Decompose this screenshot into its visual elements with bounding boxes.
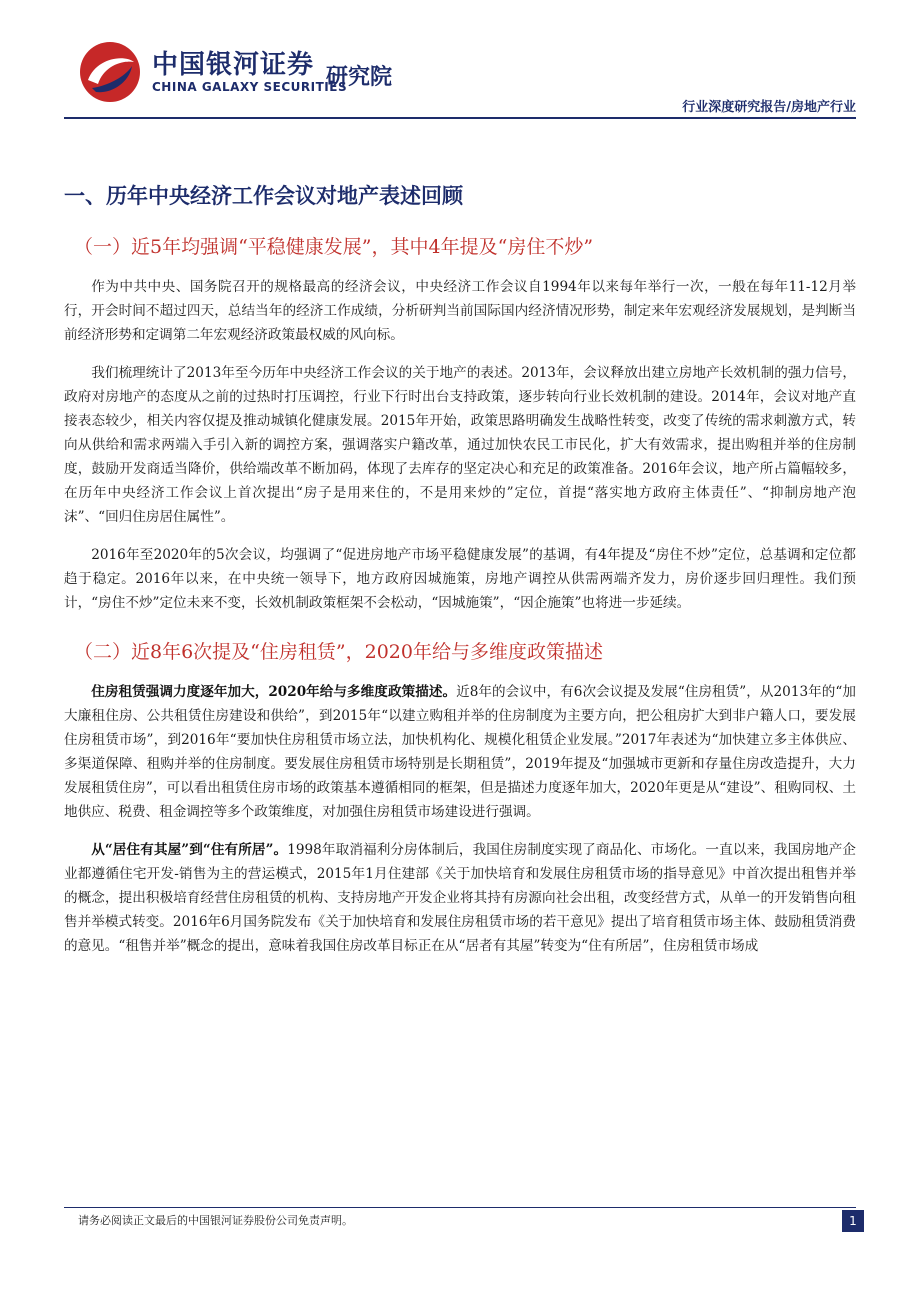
paragraph: 作为中共中央、国务院召开的规格最高的经济会议，中央经济工作会议自1994年以来每年举行一次，一般在每年11-12月举行，开会时间不超过四天，总结当年的经济工作成绩，分析研判当前国际国内经济情况形势，制定来年宏观经济发展规划，是判断当前经济形势和定调第二年宏观经济政策最权威的风向标。 [64,279,856,343]
paragraph [64,838,856,958]
footer-divider [64,1207,856,1208]
header-divider [64,117,856,119]
galaxy-logo-icon [78,40,142,104]
subsection-title-1: （一）近5年均强调“平稳健康发展”，其中4年提及“房住不炒” [74,236,594,258]
subsection-title-2: （二）近8年6次提及“住房租赁”，2020年给与多维度政策描述 [74,641,603,663]
report-header [0,0,920,120]
page-number: 1 [842,1210,864,1232]
paragraph-lead: 住房租赁强调力度逐年加大，2020年给与多维度政策描述。 [91,684,457,700]
paragraph: 2016年至2020年的5次会议，均强调了“促进房地产市场平稳健康发展”的基调，有4年提及“房住不炒”定位，总基调和定位都趋于稳定。2016年以来，在中央统一领导下，地方政府因城施策，房地产调控从供需两端齐发力，房价逐步回归理性。我们预计，“房住不炒”定位未来不变，长效机制政策框架不会松动，“因城施策”，“因企施策”也将进一步延续。 [64,547,856,611]
report-body [64,180,856,972]
institute-label: 研究院 [326,65,393,90]
paragraph [64,680,856,824]
paragraph: 我们梳理统计了2013年至今历年中央经济工作会议的关于地产的表述。2013年，会议释放出建立房地产长效机制的强力信号，政府对房地产的态度从之前的过热时打压调控，行业下行时出台支持政策，逐步转向行业长效机制的建设。2014年，会议对地产直接表态较少，相关内容仅提及推动城镇化健康发展。2015年开始，政策思路明确发生战略性转变，改变了传统的需求刺激方式，转向从供给和需求两端入手引入新的调控方案，强调落实户籍改革，通过加快农民工市民化，扩大有效需求，提出购租并举的住房制度，鼓励开发商适当降价，供给端改革不断加码，体现了去库存的坚定决心和充足的政策准备。2016年会议，地产所占篇幅较多，在历年中央经济工作会议上首次提出“房子是用来住的，不是用来炒的”定位，首提“落实地方政府主体责任”、“抑制房地产泡沫”、“回归住房居住属性”。 [64,365,856,525]
paragraph-text: 近8年的会议中，有6次会议提及发展“住房租赁”，从2013年的“加大廉租住房、公共租赁住房建设和供给”，到2015年“以建立购租并举的住房制度为主要方向，把公租房扩大到非户籍人口，要发展住房租赁市场”，到2016年“要加快住房租赁市场立法，加快机构化、规模化租赁企业发展。”2017年表述为“加快建立多主体供应、多渠道保障、租购并举的住房制度。要发展住房租赁市场特别是长期租赁”，2019年提及“加强城市更新和存量住房改造提升，大力发展租赁住房”，可以看出租赁住房市场的政策基本遵循相同的框架，但是描述力度逐年加大，2020年更是从“建设”、租购同权、土地供应、税费、租金调控等多个政策维度，对加强住房租赁市场建设进行强调。 [64,684,856,820]
brand-name-cn: 中国银河证券 [152,50,315,80]
brand-name-en: CHINA GALAXY SECURITIES [152,80,348,94]
paragraph-lead: 从“居住有其屋”到“住有所居”。 [91,842,288,858]
section-title: 一、历年中央经济工作会议对地产表述回顾 [64,184,463,208]
paragraph-text: 1998年取消福利分房体制后，我国住房制度实现了商品化、市场化。一直以来，我国房地产企业都遵循住宅开发-销售为主的营运模式，2015年1月住建部《关于加快培育和发展住房租赁市场的指导意见》中首次提出租售并举的概念，提出积极培育经营住房租赁的机构、支持房地产开发企业将其持有房源向社会出租，改变经营方式，从单一的开发销售向租售并举模式转变。2016年6月国务院发布《关于加快培育和发展住房租赁市场的若干意见》提出了培育租赁市场主体、鼓励租赁消费的意见。“租售并举”概念的提出，意味着我国住房改革目标正在从“居者有其屋”转变为“住有所居”，住房租赁市场成 [64,842,856,954]
disclaimer-text: 请务必阅读正文最后的中国银河证券股份公司免责声明。 [78,1214,353,1227]
report-type-label: 行业深度研究报告/房地产行业 [682,100,856,115]
